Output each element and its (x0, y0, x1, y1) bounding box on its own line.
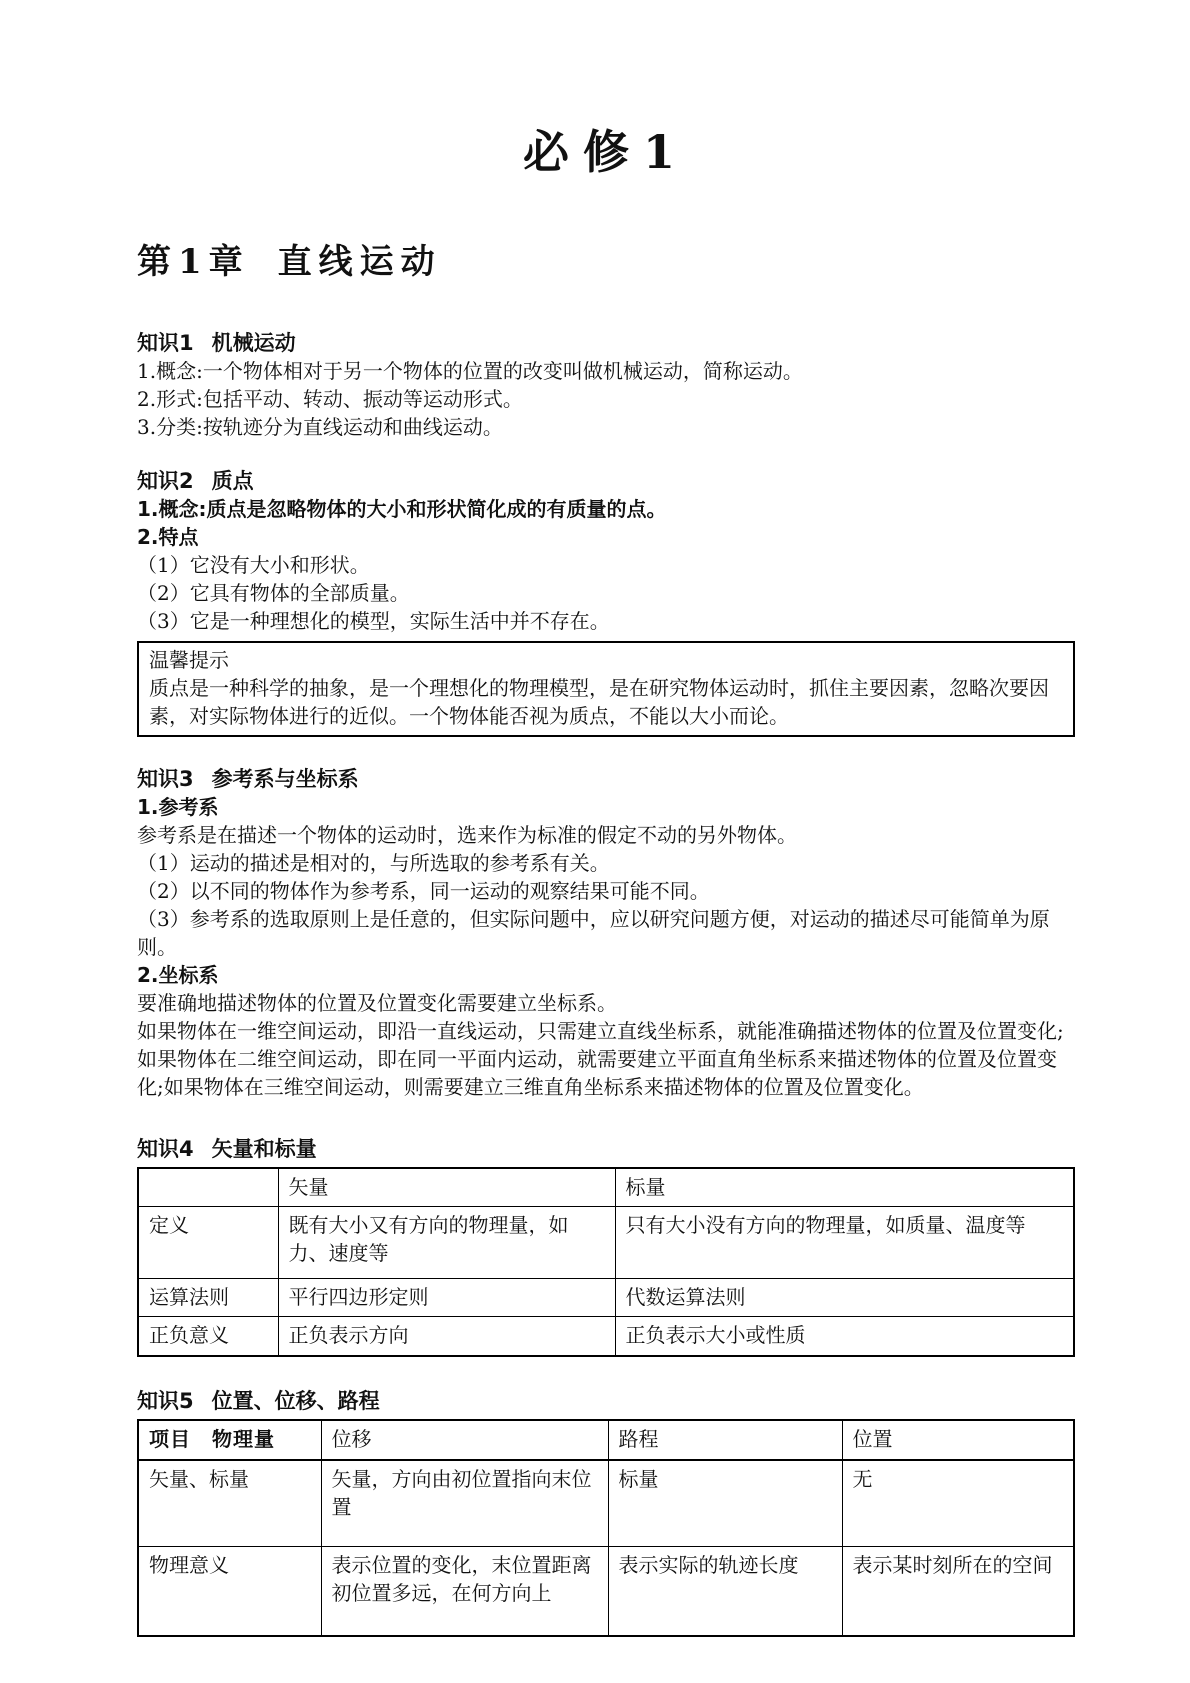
k1-classification-line: 3.分类:按轨迹分为直线运动和曲线运动。 (137, 415, 503, 439)
knowledge-4-number: 知识4 (137, 1137, 194, 1161)
document-page (137, 0, 1075, 1683)
table-row-definition (138, 1206, 1074, 1278)
knowledge-3-title: 参考系与坐标系 (211, 767, 359, 791)
row-label-cell: 矢量、标量 (138, 1460, 321, 1546)
chapter-name: 直线运动 (277, 242, 442, 282)
knowledge-3-number: 知识3 (137, 767, 194, 791)
table-row-physical-meaning (138, 1546, 1074, 1636)
k3-reference-item: （2）以不同的物体作为参考系，同一运动的观察结果可能不同。 (137, 879, 710, 903)
header-cell-blank (138, 1168, 278, 1206)
tip-box (137, 641, 1075, 737)
k3-reference-item: （3）参考系的选取原则上是任意的，但实际问题中，应以研究问题方便，对运动的描述尽可能简单为原则。 (137, 907, 1050, 959)
row-label-cell: 定义 (138, 1206, 278, 1278)
knowledge-5-heading (137, 1387, 1075, 1415)
displacement-meaning-cell: 表示位置的变化，末位置距离初位置多远，在何方向上 (321, 1546, 608, 1636)
row-label-cell: 物理意义 (138, 1546, 321, 1636)
doc-title: 必修1 (522, 125, 689, 179)
knowledge-2-number: 知识2 (137, 469, 194, 493)
vector-definition-cell: 既有大小又有方向的物理量，如力、速度等 (278, 1206, 615, 1278)
header-cell-position: 位置 (842, 1420, 1074, 1460)
knowledge-3-heading (137, 765, 1075, 793)
k2-feature-item: （1）它没有大小和形状。 (137, 553, 370, 577)
knowledge-4-title: 矢量和标量 (211, 1137, 317, 1161)
header-cell-item-quantity: 项目 物理量 (138, 1420, 321, 1460)
table-row-sign-meaning (138, 1316, 1074, 1356)
header-cell-vector: 矢量 (278, 1168, 615, 1206)
scalar-sign-cell: 正负表示大小或性质 (615, 1316, 1074, 1356)
knowledge-1-heading (137, 329, 1075, 357)
path-meaning-cell: 表示实际的轨迹长度 (608, 1546, 842, 1636)
k2-feature-item: （3）它是一种理想化的模型，实际生活中并不存在。 (137, 609, 610, 633)
k1-concept-line: 1.概念:一个物体相对于另一个物体的位置的改变叫做机械运动，简称运动。 (137, 359, 803, 383)
knowledge-5-title: 位置、位移、路程 (211, 1389, 380, 1413)
scalar-rule-cell: 代数运算法则 (615, 1278, 1074, 1316)
knowledge-1-number: 知识1 (137, 331, 194, 355)
k2-feature-item: （2）它具有物体的全部质量。 (137, 581, 410, 605)
scalar-definition-cell: 只有大小没有方向的物理量，如质量、温度等 (615, 1206, 1074, 1278)
knowledge-2-title: 质点 (211, 469, 254, 493)
tip-title: 温馨提示 (149, 648, 229, 672)
table-row-vector-scalar (138, 1460, 1074, 1546)
k3-coordinate-subheading: 2.坐标系 (137, 963, 219, 987)
chapter-label: 第1章 (137, 242, 250, 282)
table-header-row (138, 1168, 1074, 1206)
k2-features-subheading: 2.特点 (137, 525, 199, 549)
vector-sign-cell: 正负表示方向 (278, 1316, 615, 1356)
path-type-cell: 标量 (608, 1460, 842, 1546)
table-header-row (138, 1420, 1074, 1460)
k3-reference-frame-subheading: 1.参考系 (137, 795, 219, 819)
knowledge-5-number: 知识5 (137, 1389, 194, 1413)
k3-reference-frame-definition: 参考系是在描述一个物体的运动时，选来作为标准的假定不动的另外物体。 (137, 823, 797, 847)
vectors-scalars-table (137, 1167, 1075, 1357)
row-label-cell: 运算法则 (138, 1278, 278, 1316)
k2-concept-line: 1.概念:质点是忽略物体的大小和形状简化成的有质量的点。 (137, 497, 667, 521)
knowledge-4-heading (137, 1135, 1075, 1163)
knowledge-1-title: 机械运动 (211, 331, 296, 355)
header-cell-path: 路程 (608, 1420, 842, 1460)
k1-form-line: 2.形式:包括平动、转动、振动等运动形式。 (137, 387, 523, 411)
k3-coordinate-paragraph: 如果物体在一维空间运动，即沿一直线运动，只需建立直线坐标系，就能准确描述物体的位置及位置变化;如果物体在二维空间运动，即在同一平面内运动，就需要建立平面直角坐标系来描述物体的位置及位置变化;如果物体在三维空间运动，则需要建立三维直角坐标系来描述物体的位置及位置变化。 (137, 1019, 1064, 1099)
displacement-type-cell: 矢量，方向由初位置指向末位置 (321, 1460, 608, 1546)
tip-body: 质点是一种科学的抽象，是一个理想化的物理模型，是在研究物体运动时，抓住主要因素，忽略次要因素，对实际物体进行的近似。一个物体能否视为质点，不能以大小而论。 (149, 676, 1049, 728)
chapter-heading (137, 234, 1075, 283)
k3-reference-item: （1）运动的描述是相对的，与所选取的参考系有关。 (137, 851, 610, 875)
row-label-cell: 正负意义 (138, 1316, 278, 1356)
position-type-cell: 无 (842, 1460, 1074, 1546)
table-row-operation-rule (138, 1278, 1074, 1316)
header-cell-scalar: 标量 (615, 1168, 1074, 1206)
knowledge-2-heading (137, 467, 1075, 495)
vector-rule-cell: 平行四边形定则 (278, 1278, 615, 1316)
header-cell-displacement: 位移 (321, 1420, 608, 1460)
position-meaning-cell: 表示某时刻所在的空间 (842, 1546, 1074, 1636)
k3-coordinate-intro: 要准确地描述物体的位置及位置变化需要建立坐标系。 (137, 991, 617, 1015)
position-displacement-path-table (137, 1419, 1075, 1637)
